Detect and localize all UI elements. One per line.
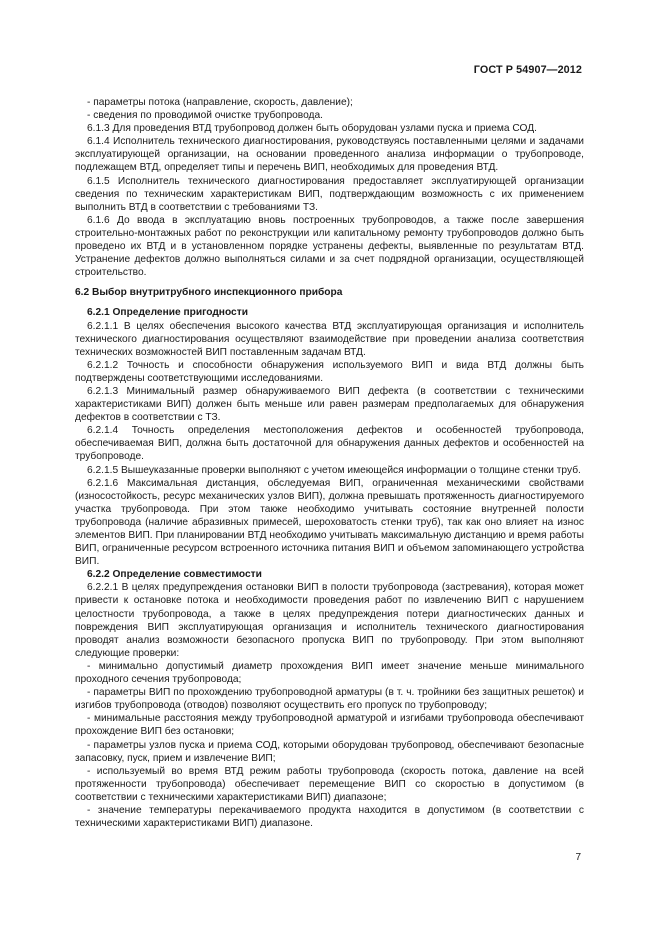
- list-item: - минимальные расстояния между трубопроводной арматурой и изгибами трубопровода обеспечивают прохождение ВИП без остановки;: [75, 713, 584, 738]
- paragraphs-group-c: [75, 581, 584, 830]
- section-heading-6-2: 6.2 Выбор внутритрубного инспекционного прибора: [75, 287, 343, 299]
- paragraph: 6.2.1.3 Минимальный размер обнаруживаемого ВИП дефекта (в соответствии с техническими характеристиками ВИП) должен быть меньше или равен размерам предполагаемых для обнаружения дефектов в соответствии с ТЗ.: [75, 385, 584, 424]
- document-body: [75, 96, 584, 830]
- paragraph: - параметры потока (направление, скорость, давление);: [87, 97, 353, 108]
- paragraph: 6.1.4 Исполнитель технического диагностирования, руководствуясь поставленными целями и задачами эксплуатирующей организации, на основании проведенного анализа информации о трубопроводе, подлежащем ВТД, определяет типы и перечень ВИП, необходимых для проведения ВТД.: [75, 136, 584, 174]
- paragraph: 6.2.1.1 В целях обеспечения высокого качества ВТД эксплуатирующая организация и исполнитель технического диагностирования осуществляют взаимодействие при проведении анализа соответствия технических возможностей ВИП поставленным задачам ВТД.: [75, 320, 584, 358]
- section-heading-6-2-2: 6.2.2 Определение совместимости: [87, 569, 262, 581]
- page-number: 7: [575, 852, 581, 863]
- paragraph: 6.1.3 Для проведения ВТД трубопровод должен быть оборудован узлами пуска и приема СОД.: [87, 123, 537, 135]
- section-heading-6-2-1: 6.2.1 Определение пригодности: [87, 307, 248, 319]
- document-header-id: ГОСТ Р 54907—2012: [473, 64, 582, 76]
- paragraph: 6.2.2.1 В целях предупреждения остановки ВИП в полости трубопровода (застревания), которая может привести к остановке потока и необходимости проведения работ по извлечению ВИП с нарушением целостности трубопровода, а также в целях предупреждения потери диагностических данных и повреждения ВИП эксплуатирующая организация и исполнитель технического диагностирования проводят анализ возможности безопасного пропуска ВИП по трубопроводу. При этом выполняют следующие проверки:: [75, 582, 584, 659]
- paragraph: 6.1.5 Исполнитель технического диагностирования предоставляет эксплуатирующей организации сведения по техническим характеристикам ВИП, подтверждающим возможность с их применением выполнить ВТД в соответствии с требованиями ТЗ.: [75, 175, 584, 213]
- list-item: - используемый во время ВТД режим работы трубопровода (скорость потока, давление на всей протяженности трубопровода) обеспечивает перемещение ВИП со скоростью в допустимом (в соответствии с техническими характеристиками ВИП) диапазоне;: [75, 765, 584, 803]
- paragraph: 6.2.1.4 Точность определения местоположения дефектов и особенностей трубопровода, обеспечиваемая ВИП, должна быть достаточной для обнаружения данных дефектов и особенностей на трубопроводе.: [75, 425, 584, 463]
- list-item: - параметры ВИП по прохождению трубопроводной арматуры (в т. ч. тройники без защитных решеток) и изгибов трубопровода (отводов) позволяют осуществить его пропуск по трубопроводу;: [75, 687, 584, 712]
- list-item: - параметры узлов пуска и приема СОД, которыми оборудован трубопровод, обеспечивают безопасные запасовку, пуск, прием и извлечение ВИП;: [75, 739, 584, 764]
- paragraph: 6.2.1.2 Точность и способности обнаружения используемого ВИП и вида ВТД должны быть подтверждены соответствующими исследованиями.: [75, 359, 584, 384]
- paragraph: 6.2.1.6 Максимальная дистанция, обследуемая ВИП, ограниченная механическими свойствами (износостойкость, ресурс механических узлов ВИП), должна превышать протяженность диагностируемого участка трубопровода. При этом также необходимо учитывать состояние внутренней полости трубопровода (наличие абразивных примесей, шероховатость стенки труб), так как оно влияет на износ элементов ВИП. При планировании ВТД необходимо учитывать максимальную дистанцию и время работы ВИП, ограниченные ресурсом встроенного источника питания ВИП и объемом запоминающего устройства ВИП.: [75, 477, 584, 568]
- paragraphs-group-b: [75, 320, 584, 569]
- list-item: - минимально допустимый диаметр прохождения ВИП имеет значение меньше минимального проходного сечения трубопровода;: [75, 660, 584, 686]
- paragraph: 6.2.1.5 Вышеуказанные проверки выполняют с учетом имеющейся информации о толщине стенки труб.: [87, 464, 581, 476]
- paragraph: - сведения по проводимой очистке трубопровода.: [87, 110, 323, 122]
- paragraphs-group-a: [75, 96, 584, 279]
- paragraph: 6.1.6 До ввода в эксплуатацию вновь построенных трубопроводов, а также после завершения строительно-монтажных работ по реконструкции или капитальному ремонту трубопроводов должно быть проведено их ВТД и в установленном порядке устранены дефекты, выявленные по результатам ВТД. Устранение дефектов должно выполняться силами и за счет подрядной организации, осуществляющей строительство.: [75, 214, 584, 279]
- list-item: - значение температуры перекачиваемого продукта находится в допустимом (в соответствии с техническими характеристиками ВИП) диапазоне.: [75, 804, 584, 830]
